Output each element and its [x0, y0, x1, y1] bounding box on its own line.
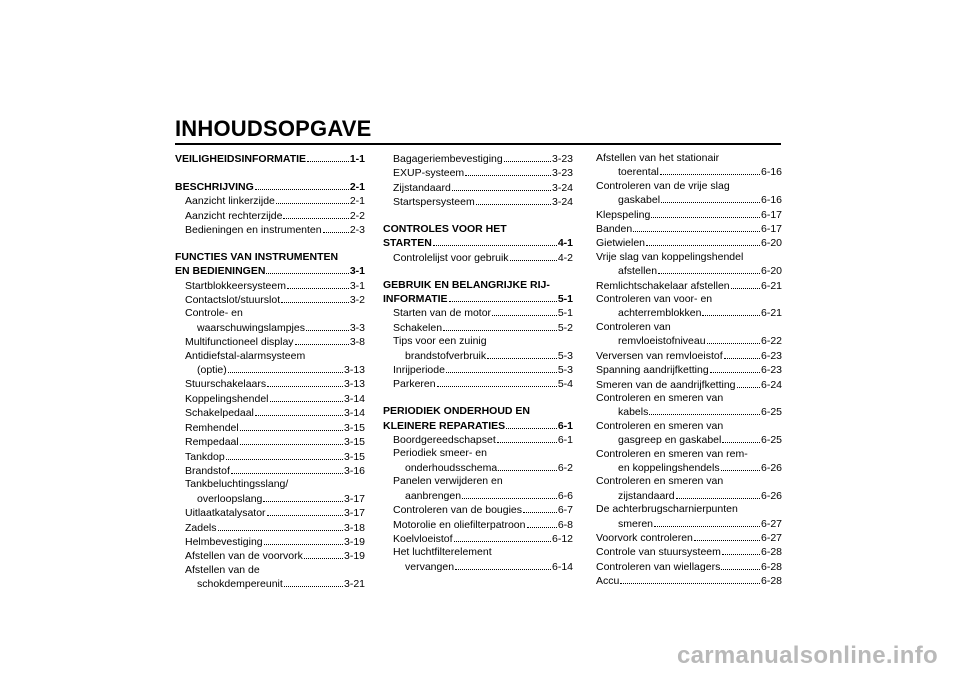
toc-entry-title: STARTEN [383, 237, 432, 250]
toc-entry[interactable] [596, 193, 782, 207]
dot-leader [267, 506, 343, 516]
dot-leader [722, 545, 760, 555]
toc-entry-title: Zijstandaard [393, 181, 451, 194]
dot-leader [443, 321, 557, 331]
toc-entry[interactable] [596, 363, 782, 377]
toc-page-number: 6-25 [760, 406, 782, 419]
toc-entry[interactable] [175, 577, 365, 591]
toc-entry[interactable] [175, 406, 365, 420]
toc-entry-title: zijstandaard [618, 489, 675, 502]
toc-page-number: 3-16 [343, 464, 365, 477]
toc-entry[interactable] [383, 560, 573, 574]
toc-entry[interactable] [596, 545, 782, 559]
dot-leader [462, 489, 557, 499]
toc-entry-title: Koelvloeistof [393, 532, 453, 545]
toc-spacer [175, 166, 365, 179]
toc-entry-title: INFORMATIE [383, 293, 448, 306]
toc-entry-title: Brandstof [185, 464, 230, 477]
dot-leader [455, 560, 551, 570]
toc-section-entry[interactable] [383, 236, 573, 250]
toc-entry-title: Banden [596, 223, 633, 236]
toc-section-entry[interactable] [383, 419, 573, 433]
toc-entry[interactable] [383, 377, 573, 391]
toc-entry-line[interactable]: Controleren van [596, 320, 671, 333]
toc-entry-title: Uitlaatkatalysator [185, 507, 266, 520]
dot-leader [737, 378, 760, 388]
toc-entry-title: Rempedaal [185, 436, 239, 449]
toc-page-number: 3-17 [343, 492, 365, 505]
toc-entry-title: overloopslang [197, 492, 263, 505]
toc-entry[interactable] [175, 363, 365, 377]
dot-leader [724, 349, 760, 359]
toc-page-number: 6-17 [760, 223, 782, 236]
toc-page-number: 2-2 [349, 209, 365, 222]
toc-entry[interactable] [383, 152, 573, 166]
toc-page-number: 6-1 [557, 419, 573, 432]
toc-entry[interactable] [175, 194, 365, 208]
dot-leader [264, 535, 343, 545]
toc-entry[interactable] [596, 489, 782, 503]
toc-page-number: 3-1 [349, 279, 365, 292]
dot-leader [476, 195, 551, 205]
watermark: carmanualsonline.info [676, 642, 938, 669]
toc-page-number: 3-21 [343, 578, 365, 591]
toc-entry-title: Motorolie en oliefilterpatroon [393, 518, 526, 531]
toc-page-number: 6-21 [760, 279, 782, 292]
toc-entry[interactable] [175, 435, 365, 449]
dot-leader [226, 450, 343, 460]
toc-page-number: 6-17 [760, 208, 782, 221]
toc-page-number: 2-3 [349, 224, 365, 237]
toc-entry[interactable] [596, 378, 782, 392]
dot-leader [731, 279, 760, 289]
toc-entry-line[interactable]: Controleren en smeren van [596, 419, 724, 432]
toc-entry[interactable] [383, 363, 573, 377]
toc-entry[interactable] [383, 433, 573, 447]
toc-entry-title: Aanzicht rechterzijde [185, 209, 283, 222]
toc-entry[interactable] [175, 377, 365, 391]
dot-leader [295, 335, 349, 345]
toc-page-number: 3-18 [343, 521, 365, 534]
toc-entry[interactable] [175, 535, 365, 549]
toc-entry-title: Contactslot/stuurslot [185, 294, 281, 307]
dot-leader [504, 152, 551, 162]
toc-entry-title: Bedieningen en instrumenten [185, 224, 322, 237]
toc-page-number: 2-1 [349, 180, 365, 193]
dot-leader [465, 166, 551, 176]
dot-leader [660, 165, 760, 175]
toc-page-number: 6-6 [557, 489, 573, 502]
dot-leader [649, 405, 760, 415]
toc-entry-title: Parkeren [393, 378, 436, 391]
toc-page-number: 3-15 [343, 421, 365, 434]
dot-leader [633, 222, 760, 232]
toc-page-number: 3-13 [343, 378, 365, 391]
toc-section-entry[interactable] [383, 292, 573, 306]
toc-column-3 [596, 152, 782, 589]
toc-entry[interactable] [175, 279, 365, 293]
dot-leader [270, 392, 343, 402]
toc-entry[interactable] [596, 433, 782, 447]
dot-leader [283, 209, 348, 219]
toc-entry-line[interactable]: Afstellen van de [185, 563, 260, 576]
dot-leader [433, 236, 557, 246]
toc-entry-title: Starten van de motor [393, 307, 492, 320]
toc-entry-title: Afstellen van de voorvork [185, 550, 303, 563]
dot-leader [702, 306, 760, 316]
toc-entry-title: Helmbevestiging [185, 535, 263, 548]
toc-entry[interactable] [175, 209, 365, 223]
dot-leader [228, 363, 343, 373]
toc-section-heading[interactable]: PERIODIEK ONDERHOUD EN [383, 405, 531, 418]
dot-leader [281, 293, 349, 303]
toc-entry-title: Stuurschakelaars [185, 378, 267, 391]
toc-page-number: 6-27 [760, 531, 782, 544]
toc-entry-title: en koppelingshendels [618, 461, 720, 474]
toc-page-number: 3-14 [343, 407, 365, 420]
dot-leader [304, 549, 343, 559]
toc-page-number: 3-24 [551, 196, 573, 209]
toc-page-number: 6-2 [557, 461, 573, 474]
dot-leader [240, 421, 343, 431]
toc-entry[interactable] [175, 492, 365, 506]
dot-leader [694, 531, 760, 541]
dot-leader [620, 574, 760, 584]
toc-entry-title: aanbrengen [405, 489, 462, 502]
toc-entry-title: gaskabel [618, 194, 661, 207]
toc-page-number: 5-2 [557, 321, 573, 334]
toc-page-number: 2-1 [349, 195, 365, 208]
toc-entry-line[interactable]: Controleren en smeren van [596, 391, 724, 404]
toc-page-number: 6-23 [760, 364, 782, 377]
toc-entry[interactable] [596, 306, 782, 320]
dot-leader [487, 349, 557, 359]
dot-leader [449, 292, 557, 302]
title-rule [175, 143, 781, 145]
toc-entry[interactable] [596, 222, 782, 236]
toc-entry-title: toerental [618, 166, 659, 179]
dot-leader [446, 363, 557, 373]
toc-page-number: 6-21 [760, 307, 782, 320]
toc-entry-title: Schakelpedaal [185, 407, 254, 420]
toc-section-heading[interactable]: FUNCTIES VAN INSTRUMENTEN [175, 250, 339, 263]
toc-entry-line[interactable]: De achterbrugscharnierpunten [596, 503, 738, 516]
toc-section-entry[interactable] [175, 264, 365, 278]
toc-entry-line[interactable]: Het luchtfilterelement [393, 546, 492, 559]
toc-entry[interactable] [596, 574, 782, 588]
toc-entry[interactable] [596, 531, 782, 545]
toc-entry-title: remvloeistofniveau [618, 335, 706, 348]
dot-leader [284, 577, 343, 587]
toc-entry-title: onderhoudsschema [405, 461, 498, 474]
toc-entry-line[interactable]: Controleren en smeren van rem- [596, 447, 748, 460]
toc-entry[interactable] [596, 208, 782, 222]
dot-leader [492, 306, 557, 316]
toc-page-number: 3-19 [343, 550, 365, 563]
dot-leader [255, 406, 343, 416]
toc-entry-title: smeren [618, 517, 654, 530]
dot-leader [437, 377, 557, 387]
dot-leader [497, 433, 557, 443]
toc-entry[interactable] [596, 517, 782, 531]
toc-entry[interactable] [383, 503, 573, 517]
toc-entry[interactable] [175, 549, 365, 563]
toc-entry[interactable] [175, 392, 365, 406]
toc-page-number: 6-23 [760, 349, 782, 362]
dot-leader [307, 152, 349, 162]
toc-entry-title: Bagageriembevestiging [393, 153, 503, 165]
toc-entry-title: Startspersysteem [393, 196, 475, 209]
dot-leader [266, 264, 348, 274]
toc-entry[interactable] [175, 421, 365, 435]
toc-entry-title: EXUP-systeem [393, 167, 465, 180]
toc-page-number: 6-28 [760, 560, 782, 573]
toc-entry[interactable] [596, 334, 782, 348]
toc-entry[interactable] [596, 236, 782, 250]
dot-leader [267, 377, 343, 387]
toc-entry[interactable] [175, 464, 365, 478]
dot-leader [527, 518, 557, 528]
toc-entry-title: Voorvork controleren [596, 531, 693, 544]
toc-entry[interactable] [175, 335, 365, 349]
dot-leader [452, 181, 551, 191]
page-title: INHOUDSOPGAVE [175, 116, 372, 141]
toc-entry[interactable] [383, 532, 573, 546]
toc-page-number: 5-4 [557, 378, 573, 391]
toc-entry-line[interactable]: Controle- en [185, 307, 243, 320]
toc-entry[interactable] [596, 560, 782, 574]
toc-page-number: 3-2 [349, 294, 365, 307]
toc-entry[interactable] [383, 181, 573, 195]
toc-entry-title: Controle van stuursysteem [596, 546, 721, 559]
toc-entry[interactable] [383, 251, 573, 265]
dot-leader [306, 321, 349, 331]
toc-entry-title: achterremblokken [618, 307, 702, 320]
toc-entry-title: Koppelingshendel [185, 392, 269, 405]
toc-entry-title: brandstofverbruik [405, 349, 487, 362]
dot-leader [498, 461, 557, 471]
toc-entry-title: Aanzicht linkerzijde [185, 195, 275, 208]
toc-entry-title: BESCHRIJVING [175, 180, 254, 193]
toc-page-number: 5-3 [557, 349, 573, 362]
toc-entry-title: VEILIGHEIDSINFORMATIE [175, 153, 307, 165]
toc-page-number: 3-24 [551, 181, 573, 194]
toc-page-number: 3-14 [343, 392, 365, 405]
toc-page-number: 5-3 [557, 364, 573, 377]
toc-page-number: 6-7 [557, 504, 573, 517]
dot-leader [646, 236, 760, 246]
toc-section-heading[interactable]: CONTROLES VOOR HET [383, 223, 507, 236]
toc-column-1 [175, 152, 365, 592]
toc-entry[interactable] [383, 166, 573, 180]
toc-entry-title: Remlichtschakelaar afstellen [596, 279, 730, 292]
toc-entry[interactable] [383, 195, 573, 209]
toc-entry[interactable] [175, 293, 365, 307]
toc-entry-title: Controlelijst voor gebruik [393, 251, 509, 264]
toc-page-number: 6-25 [760, 434, 782, 447]
toc-entry[interactable] [175, 321, 365, 335]
toc-page-number: 6-20 [760, 237, 782, 250]
toc-page-number: 6-14 [551, 560, 573, 573]
toc-page-number: 1-1 [349, 153, 365, 165]
toc-entry-line[interactable]: Afstellen van het stationair [596, 152, 720, 164]
toc-entry[interactable] [383, 349, 573, 363]
toc-entry-line[interactable]: Antidiefstal-alarmsysteem [185, 349, 306, 362]
toc-entry-title: Verversen van remvloeistof [596, 349, 723, 362]
toc-entry-title: Remhendel [185, 421, 239, 434]
toc-entry-line[interactable]: Tips voor een zuinig [393, 335, 487, 348]
toc-entry-line[interactable]: Vrije slag van koppelingshendel [596, 250, 744, 263]
toc-entry-line[interactable]: Controleren van voor- en [596, 293, 713, 306]
toc-entry-line[interactable]: Controleren van de vrije slag [596, 179, 730, 192]
toc-page-number: 6-12 [551, 532, 573, 545]
toc-page-number: 6-28 [760, 546, 782, 559]
toc-entry-line[interactable]: Panelen verwijderen en [393, 475, 503, 488]
toc-page-number: 5-1 [557, 307, 573, 320]
toc-section-entry[interactable] [175, 152, 365, 166]
toc-page-number: 6-8 [557, 518, 573, 531]
toc-entry-title: KLEINERE REPARATIES [383, 419, 506, 432]
toc-page-number: 6-22 [760, 335, 782, 348]
dot-leader [651, 208, 760, 218]
toc-entry-title: vervangen [405, 560, 455, 573]
toc-entry-title: schokdempereunit [197, 578, 283, 591]
toc-entry-line[interactable]: Periodiek smeer- en [393, 447, 487, 460]
dot-leader [721, 461, 760, 471]
toc-page-number: 6-27 [760, 517, 782, 530]
dot-leader [721, 560, 760, 570]
dot-leader [454, 532, 551, 542]
toc-page-number: 5-1 [557, 293, 573, 306]
toc-entry[interactable] [383, 321, 573, 335]
toc-entry[interactable] [175, 223, 365, 237]
toc-entry-title: Multifunctioneel display [185, 336, 294, 349]
toc-entry-title: Controleren van wiellagers [596, 560, 721, 573]
toc-page-number: 3-8 [349, 336, 365, 349]
toc-entry[interactable] [383, 306, 573, 320]
toc-column-2 [383, 152, 573, 574]
toc-entry-line[interactable]: Tankbeluchtingsslang/ [185, 478, 289, 491]
dot-leader [255, 180, 349, 190]
dot-leader [276, 194, 349, 204]
toc-page-number: 4-2 [557, 251, 573, 264]
toc-page-number: 6-28 [760, 575, 782, 588]
toc-page-number: 3-23 [551, 167, 573, 180]
toc-spacer [383, 392, 573, 405]
toc-entry-title: Schakelen [393, 321, 443, 334]
dot-leader [506, 419, 557, 429]
dot-leader [654, 517, 760, 527]
toc-entry-title: Startblokkeersysteem [185, 279, 286, 292]
toc-entry-title: afstellen [618, 265, 658, 278]
dot-leader [323, 223, 349, 233]
toc-entry[interactable] [596, 405, 782, 419]
toc-entry-title: Tankdop [185, 450, 225, 463]
toc-page-number: 6-24 [760, 378, 782, 391]
toc-page-number: 6-1 [557, 434, 573, 447]
toc-page-number: 3-15 [343, 450, 365, 463]
toc-page-number: 3-13 [343, 364, 365, 377]
toc-section-heading[interactable]: GEBRUIK EN BELANGRIJKE RIJ- [383, 278, 550, 291]
toc-section-entry[interactable] [175, 180, 365, 194]
toc-entry-title: Accu [596, 575, 620, 588]
dot-leader [287, 279, 349, 289]
toc-entry-line[interactable]: Controleren en smeren van [596, 475, 724, 488]
toc-entry[interactable] [175, 521, 365, 535]
toc-entry-title: Controleren van de bougies [393, 504, 523, 517]
toc-entry-title: Spanning aandrijfketting [596, 364, 709, 377]
dot-leader [722, 433, 760, 443]
toc-entry-title: Inrijperiode [393, 364, 445, 377]
dot-leader [658, 264, 760, 274]
toc-entry-title: EN BEDIENINGEN [175, 265, 266, 278]
toc-entry-title: Boordgereedschapset [393, 434, 496, 447]
toc-page-number: 6-26 [760, 489, 782, 502]
toc-page-number: 3-3 [349, 321, 365, 334]
toc-entry-title: Smeren van de aandrijfketting [596, 378, 736, 391]
dot-leader [263, 492, 343, 502]
toc-page-number: 6-20 [760, 265, 782, 278]
toc-entry[interactable] [383, 489, 573, 503]
toc-entry-title: Klepspeling [596, 208, 651, 221]
toc-entry-title: Zadels [185, 521, 217, 534]
toc-spacer [383, 265, 573, 278]
toc-entry[interactable] [596, 264, 782, 278]
dot-leader [510, 251, 557, 261]
dot-leader [523, 503, 557, 513]
toc-spacer [383, 210, 573, 223]
dot-leader [707, 334, 760, 344]
toc-page-number: 3-17 [343, 507, 365, 520]
toc-entry[interactable] [596, 279, 782, 293]
toc-entry-title: waarschuwingslampjes [197, 321, 305, 334]
toc-page-number: 3-19 [343, 535, 365, 548]
toc-page-number: 6-16 [760, 166, 782, 179]
dot-leader [676, 489, 760, 499]
dot-leader [231, 464, 343, 474]
toc-page-number: 3-23 [551, 153, 573, 165]
toc-entry[interactable] [383, 461, 573, 475]
toc-entry-title: Gietwielen [596, 237, 646, 250]
dot-leader [218, 521, 343, 531]
toc-entry[interactable] [596, 165, 782, 179]
toc-page-number: 3-1 [349, 265, 365, 278]
toc-entry-title: (optie) [197, 364, 227, 377]
toc-entry[interactable] [596, 349, 782, 363]
toc-page-number: 3-15 [343, 436, 365, 449]
toc-entry-title: gasgreep en gaskabel [618, 434, 722, 447]
toc-page-number: 6-26 [760, 461, 782, 474]
toc-entry-title: kabels [618, 406, 649, 419]
toc-spacer [175, 237, 365, 250]
toc-entry[interactable] [383, 518, 573, 532]
toc-entry[interactable] [596, 461, 782, 475]
dot-leader [710, 363, 760, 373]
toc-entry[interactable] [175, 450, 365, 464]
dot-leader [240, 435, 343, 445]
toc-page-number: 4-1 [557, 237, 573, 250]
dot-leader [661, 193, 760, 203]
toc-page-number: 6-16 [760, 194, 782, 207]
toc-entry[interactable] [175, 506, 365, 520]
